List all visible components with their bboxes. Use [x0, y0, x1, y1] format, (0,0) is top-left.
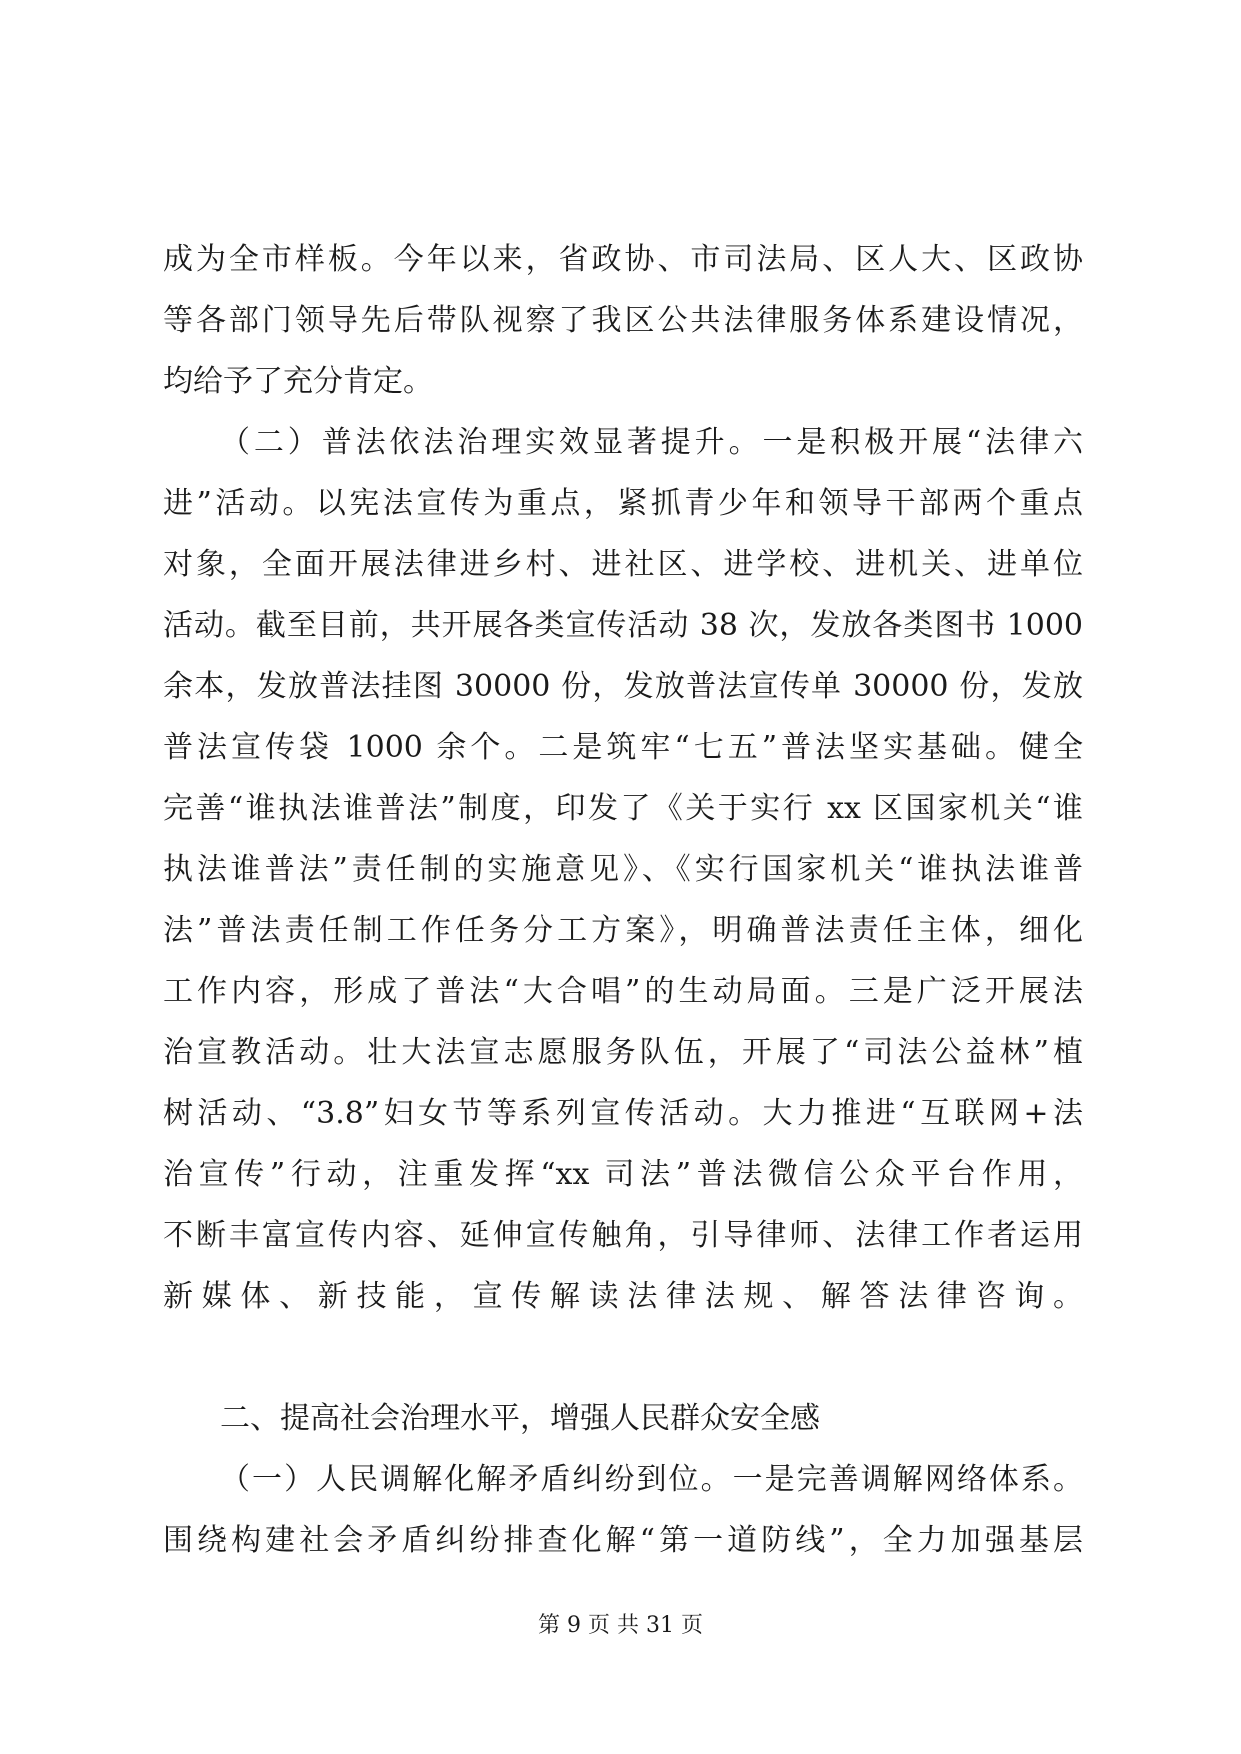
paragraph [163, 412, 1083, 1388]
text-line: 树活动、“3.8”妇女节等系列宣传活动。大力推进“互联网+法 [163, 1096, 1083, 1131]
text-line: 普法宣传袋 1000 余个。二是筑牢“七五”普法坚实基础。健全 [163, 730, 1083, 765]
paragraph [163, 1449, 1083, 1571]
text-line: 治宣传”行动，注重发挥“xx 司法”普法微信公众平台作用， [163, 1157, 1083, 1192]
text-line: 围绕构建社会矛盾纠纷排查化解“第一道防线”，全力加强基层 [163, 1523, 1083, 1558]
text-line: 均给予了充分肯定。 [163, 364, 433, 399]
text-line: 对象，全面开展法律进乡村、进社区、进学校、进机关、进单位 [163, 547, 1083, 582]
text-line: 等各部门领导先后带队视察了我区公共法律服务体系建设情况， [163, 303, 1083, 338]
text-line: 法”普法责任制工作任务分工方案》，明确普法责任主体，细化 [163, 913, 1083, 948]
text-line: 余本，发放普法挂图 30000 份，发放普法宣传单 30000 份，发放 [163, 669, 1083, 704]
text-line: 工作内容，形成了普法“大合唱”的生动局面。三是广泛开展法 [163, 974, 1083, 1009]
text-line: 治宣教活动。壮大法宣志愿服务队伍，开展了“司法公益林”植 [163, 1035, 1083, 1070]
page-number-footer: 第 9 页 共 31 页 [538, 1613, 703, 1638]
text-line: 进”活动。以宪法宣传为重点，紧抓青少年和领导干部两个重点 [163, 486, 1083, 521]
text-line: 活动。截至目前，共开展各类宣传活动 38 次，发放各类图书 1000 [163, 608, 1083, 643]
section-heading-line: （一）人民调解化解矛盾纠纷到位。一是完善调解网络体系。 [220, 1462, 1083, 1497]
text-line: 新媒体、新技能，宣传解读法律法规、解答法律咨询。 [163, 1279, 1083, 1314]
text-line: 成为全市样板。今年以来，省政协、市司法局、区人大、区政协 [163, 242, 1083, 277]
text-line: 不断丰富宣传内容、延伸宣传触角，引导律师、法律工作者运用 [163, 1218, 1083, 1253]
section-heading-line: 二、提高社会治理水平，增强人民群众安全感 [220, 1401, 820, 1436]
section-heading [163, 1388, 1083, 1449]
section-heading-line: （二）普法依法治理实效显著提升。一是积极开展“法律六 [220, 425, 1083, 460]
document-body [163, 229, 1083, 1571]
paragraph [163, 229, 1083, 412]
text-line: 完善“谁执法谁普法”制度，印发了《关于实行 xx 区国家机关“谁 [163, 791, 1083, 826]
text-line [163, 1327, 1083, 1388]
text-line: 执法谁普法”责任制的实施意见》、《实行国家机关“谁执法谁普 [163, 852, 1083, 887]
